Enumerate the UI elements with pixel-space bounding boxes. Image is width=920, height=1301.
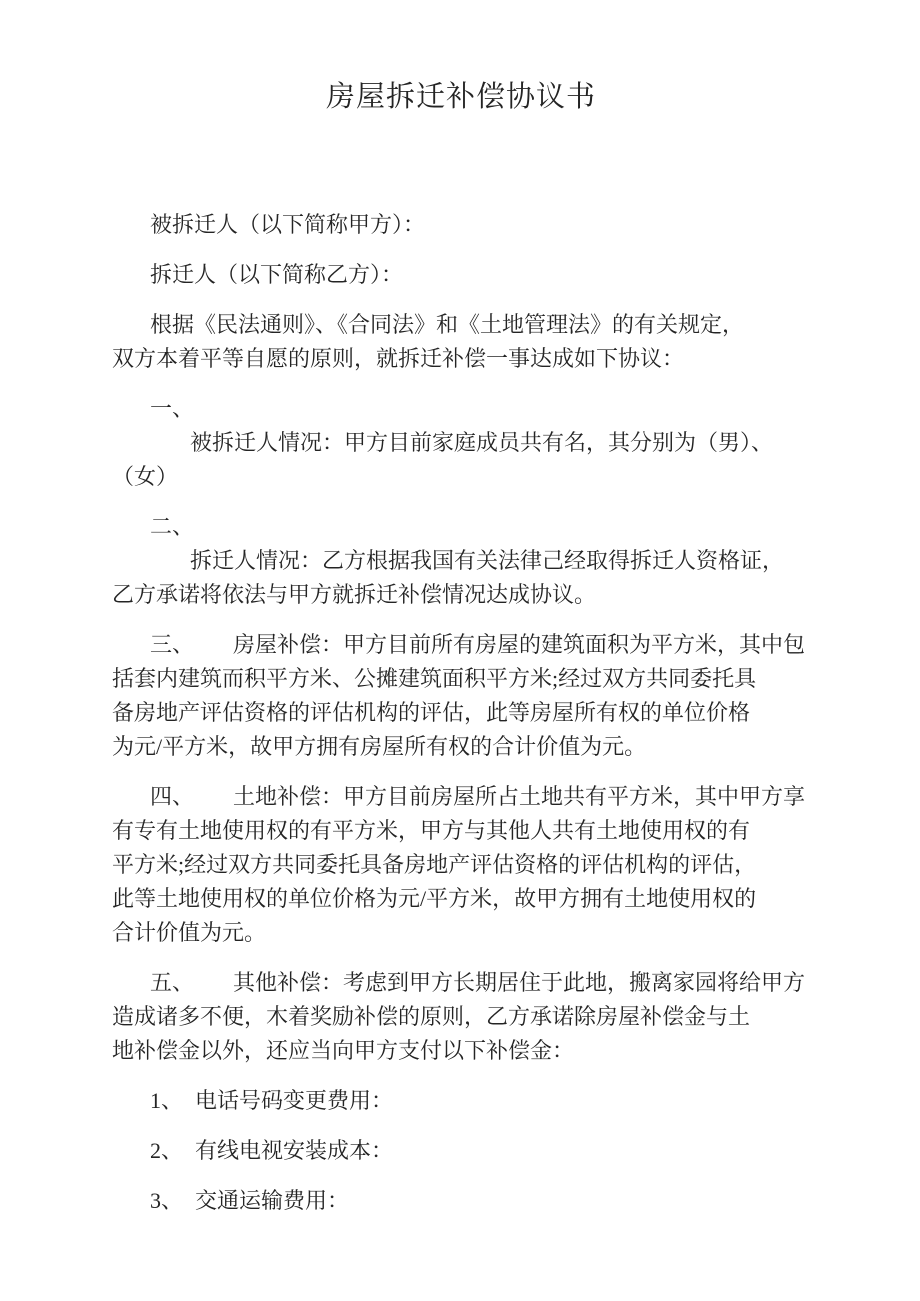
- line-text: 备房地产评估资格的评估机构的评估，此等房屋所有权的单位价格: [112, 700, 751, 725]
- paragraph: [112, 510, 810, 612]
- list-marker: 五、: [150, 970, 195, 995]
- line-text: 交通运输费用：: [195, 1188, 350, 1213]
- line-text: 合计价值为元。: [112, 920, 267, 945]
- line-text: 被拆迁人（以下简称甲方）：: [150, 212, 426, 237]
- text-line: [112, 1134, 810, 1168]
- text-line: [112, 1184, 810, 1218]
- line-text: 拆迁人（以下简称乙方）：: [150, 262, 404, 287]
- text-line: [112, 662, 810, 696]
- line-text: 造成诸多不便，木着奖励补偿的原则，乙方承诺除房屋补偿金与土: [112, 1004, 751, 1029]
- line-text: 括套内建筑而积平方米、公摊建筑面积平方米;经过双方共同委托具: [112, 666, 757, 691]
- line-text: 此等土地使用权的单位价格为元/平方米，故甲方拥有土地使用权的: [112, 886, 757, 911]
- paragraph: [112, 208, 810, 242]
- paragraph: [112, 1084, 810, 1118]
- text-line: [112, 460, 810, 494]
- list-marker: 四、: [150, 784, 195, 809]
- line-text: 地补偿金以外，还应当向甲方支付以下补偿金：: [112, 1038, 575, 1063]
- line-text: 双方本着平等自愿的原则，就拆迁补偿一事达成如下协议：: [112, 346, 685, 371]
- text-line: [112, 730, 810, 764]
- text-line: [112, 308, 810, 342]
- line-text: 电话号码变更费用：: [195, 1088, 394, 1113]
- paragraph: [112, 966, 810, 1068]
- text-line: [112, 882, 810, 916]
- text-line: [112, 814, 810, 848]
- paragraph: [112, 780, 810, 950]
- line-text: 根据《民法通则》、《合同法》和《土地管理法》的有关规定，: [150, 312, 745, 337]
- line-text: 有专有土地使用权的有平方米，甲方与其他人共有土地使用权的有: [112, 818, 751, 843]
- document-body: [112, 208, 810, 1218]
- line-text: 乙方承诺将依法与甲方就拆迁补偿情况达成协议。: [112, 582, 597, 607]
- list-marker: 3、: [150, 1188, 184, 1213]
- paragraph: [112, 628, 810, 764]
- text-line: [112, 392, 810, 426]
- line-text: 房屋补偿：甲方目前所有房屋的建筑面积为平方米，其中包: [233, 632, 806, 657]
- line-text: 土地补偿：甲方目前房屋所占土地共有平方米，其中甲方享: [233, 784, 806, 809]
- list-marker: 1、: [150, 1088, 184, 1113]
- line-text: 平方米;经过双方共同委托具备房地产评估资格的评估机构的评估，: [112, 852, 757, 877]
- text-line: [112, 1000, 810, 1034]
- text-line: [112, 258, 810, 292]
- paragraph: [112, 392, 810, 494]
- line-text: 有线电视安装成本：: [195, 1138, 394, 1163]
- line-text: 为元/平方米，故甲方拥有房屋所有权的合计价值为元。: [112, 734, 647, 759]
- line-text: 被拆迁人情况：甲方目前家庭成员共有名，其分别为（男）、: [190, 430, 774, 455]
- text-line: [112, 544, 810, 578]
- text-line: [112, 628, 810, 662]
- text-line: [112, 1084, 810, 1118]
- list-marker: 2、: [150, 1138, 184, 1163]
- line-text: 一、: [150, 396, 195, 421]
- document-title: 房屋拆迁补偿协议书: [325, 81, 596, 113]
- text-line: [112, 342, 810, 376]
- paragraph: [112, 258, 810, 292]
- list-marker: 三、: [150, 632, 195, 657]
- text-line: [112, 848, 810, 882]
- line-text: 拆迁人情况：乙方根据我国有关法律己经取得拆迁人资格证，: [190, 548, 785, 573]
- text-line: [112, 966, 810, 1000]
- text-line: [112, 696, 810, 730]
- text-line: [112, 916, 810, 950]
- text-line: [112, 510, 810, 544]
- text-line: [112, 208, 810, 242]
- line-text: 其他补偿：考虑到甲方长期居住于此地，搬离家园将给甲方: [233, 970, 806, 995]
- text-line: [112, 426, 810, 460]
- text-line: [112, 578, 810, 612]
- paragraph: [112, 1184, 810, 1218]
- paragraph: [112, 1134, 810, 1168]
- text-line: [112, 780, 810, 814]
- line-text: 二、: [150, 514, 195, 539]
- paragraph: [112, 308, 810, 376]
- line-text: （女）: [112, 464, 179, 489]
- text-line: [112, 1034, 810, 1068]
